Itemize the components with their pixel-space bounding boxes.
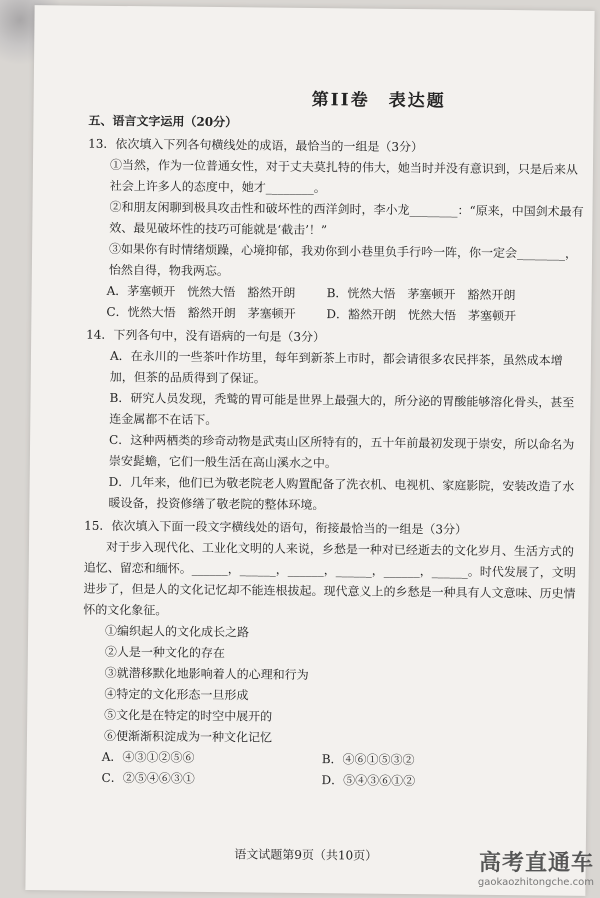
q13-option-c: C．恍然大悟 豁然开朗 茅塞顿开 — [106, 304, 296, 321]
q14-stem: 14．下列各句中，没有语病的一句是（3分） — [86, 327, 326, 345]
q15-item-2: ②人是一种文化的存在 — [104, 644, 225, 661]
q14-option-a: A．在永川的一些茶叶作坊里，每年到新茶上市时，都会请很多农民拌茶，虽然成本增加，但茶的品质得到了保证。 — [109, 348, 563, 386]
question-13 — [86, 134, 588, 328]
q15-passage: 对于步入现代化、工业化文明的人来说，乡愁是一种对已经逝去的文化岁月、生活方式的追忆、留恋和缅怀。______，______，______，______，______，______。时代发展了，文明进步了，但是人的文化记忆却不能连根拔起。现代意义上的乡愁是一种具有人文意味、历史情怀的文化象征。 — [83, 539, 576, 618]
page-footer: 语文试题第9页（共10页） — [234, 847, 378, 863]
q15-option-b: B．④⑥①⑤③② — [321, 752, 415, 768]
q14-option-d: D．几年来，他们已为敬老院老人购置配备了洗衣机、电视机、家庭影院，安装改造了水暖设备，投资修缮了敬老院的整体环境。 — [108, 474, 575, 513]
exam-page — [25, 5, 594, 896]
question-15 — [81, 516, 584, 794]
q13-option-b: B．恍然大悟 茅塞顿开 豁然开朗 — [326, 286, 516, 303]
question-14 — [84, 325, 586, 519]
watermark-brand: 高考直通车 — [478, 851, 594, 876]
q13-sentence-3: ③如果你有时情绪烦躁，心境抑郁，我劝你到小巷里负手行吟一阵，你一定会________，怡然自得，物我两忘。 — [108, 241, 578, 279]
page-title: 第II卷 表达题 — [311, 89, 446, 112]
q15-item-4: ④特定的文化形态一旦形成 — [104, 686, 249, 703]
q15-stem: 15．依次填入下面一段文字横线处的语句，衔接最恰当的一组是（3分） — [84, 518, 468, 537]
q15-item-1: ①编织起人的文化成长之路 — [105, 623, 250, 640]
q15-option-d: D．⑤④③⑥①② — [321, 773, 416, 789]
q13-option-a: A．茅塞顿开 恍然大悟 豁然开朗 — [106, 283, 296, 300]
q15-options-row-2 — [81, 768, 581, 794]
watermark-url: gaokaozhitongche.com — [477, 877, 594, 888]
q13-options-row-2 — [86, 302, 586, 328]
watermark — [478, 846, 594, 888]
q15-item-3: ③就潜移默化地影响着人的心理和行为 — [104, 665, 309, 682]
q15-option-c: C．②⑤④⑥③① — [101, 770, 195, 786]
q15-option-a: A．④③①②⑤⑥ — [101, 749, 195, 765]
q13-sentence-2: ②和朋友闲聊到极具攻击性和破坏性的西洋剑时，李小龙________：“原来，中国剑术最有效、最见破坏性的技巧可能就是‘截击’！” — [109, 199, 584, 238]
q13-stem: 13．依次填入下列各句横线处的成语，最恰当的一组是（3分） — [88, 136, 424, 155]
page-content — [81, 88, 588, 794]
q14-option-b: B．研究人员发现，秃鹫的胃可能是世界上最强大的，所分泌的胃酸能够溶化骨头，甚至连金属都不在话下。 — [109, 390, 575, 428]
q15-item-6: ⑥便渐渐积淀成为一种文化记忆 — [103, 728, 273, 745]
q14-option-c: C．这种两栖类的珍奇动物是武夷山区所特有的，五十年前最初发现于崇安，所以命名为崇安髭蟾，它们一般生活在高山溪水之中。 — [108, 432, 575, 471]
q15-item-5: ⑤文化是在特定的时空中展开的 — [104, 707, 273, 724]
q13-option-d: D．豁然开朗 恍然大悟 茅塞顿开 — [326, 307, 517, 324]
section-heading: 五、语言文字运用（20分） — [88, 113, 238, 130]
q13-sentence-1: ①当然，作为一位普通女性，对于丈夫莫扎特的伟大，她当时并没有意识到，只是后来从社会上许多人的态度中，她才________。 — [109, 157, 579, 196]
